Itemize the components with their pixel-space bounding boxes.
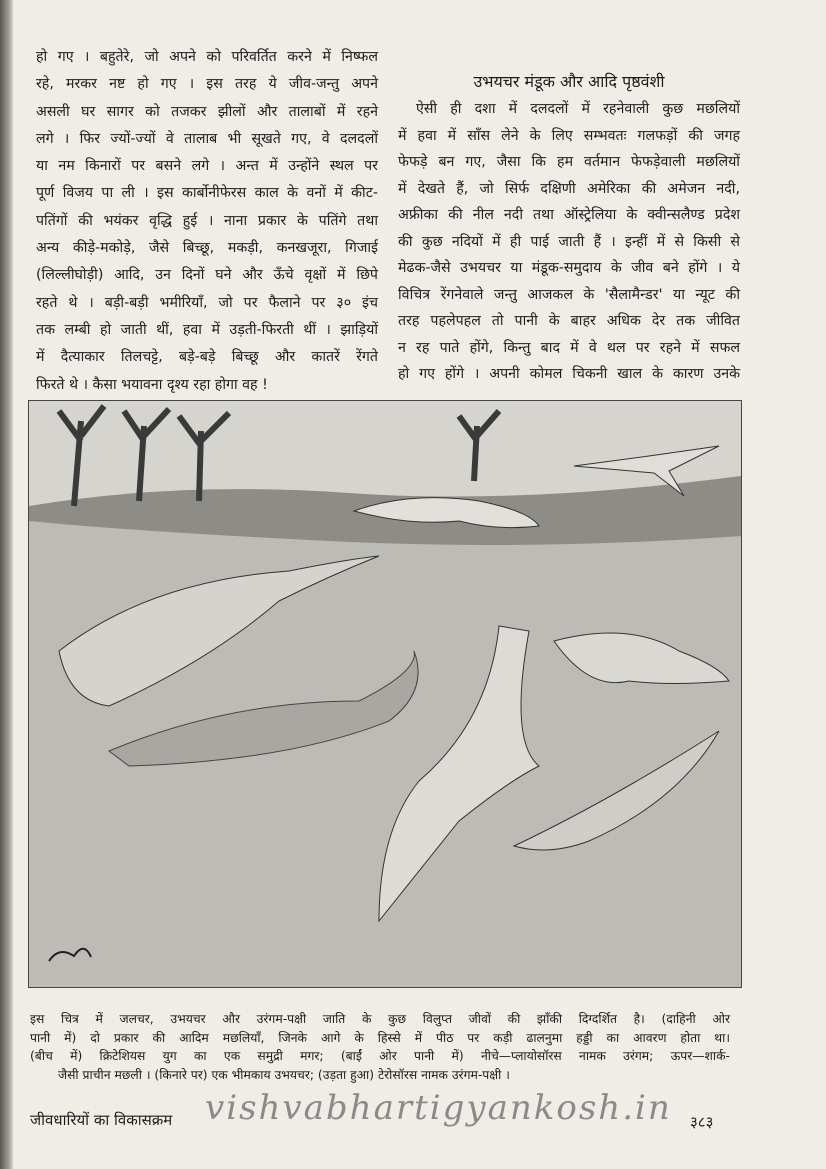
- text-line: अन्य कीड़े-मकोड़े, जैसे बिच्छू, मकड़ी, कनखजूरा, गिजाई: [36, 240, 378, 257]
- prehistoric-creatures-illustration: [28, 400, 742, 988]
- left-text-column: [36, 44, 378, 399]
- text-line: मेढक-जैसे उभयचर या मंडूक-समुदाय के जीव बने होंगे । ये: [398, 260, 740, 276]
- text-line: में दैत्याकार तिलचट्टे, बड़े-बड़े बिच्छू और कातरें रेंगते: [36, 349, 378, 366]
- text-line: विचित्र रेंगनेवाले जन्तु आजकल के 'सैलामैन्डर' या न्यूट की: [398, 286, 740, 303]
- text-line: फिरते थे । कैसा भयावना दृश्य रहा होगा वह !: [36, 376, 268, 393]
- text-line: (लिल्लीघोड़ी) आदि, उन दिनों घने और ऊँचे वृक्षों में छिपे: [36, 267, 378, 284]
- text-line: पतिंगों की भयंकर वृद्धि हुई । नाना प्रकार के पतिंगे तथा: [36, 212, 378, 229]
- right-text-column: [398, 96, 740, 388]
- caption-line: इस चित्र में जलचर, उभयचर और उरंगम-पक्षी जाति के कुछ विलुप्त जीवों की झाँकी दिग्दर्शित है। (दाहिनी ओर: [30, 1012, 730, 1026]
- text-line: लगे । फिर ज्यों-ज्यों वे तालाब भी सूखते गए, वे दलदलों: [36, 130, 378, 147]
- book-binding-edge: [0, 0, 14, 1169]
- text-line: की कुछ नदियों में ही पाई जाती हैं । इन्हीं में से किसी से: [398, 233, 740, 250]
- text-line: असली घर सागर को तजकर झीलों और तालाबों में रहने: [36, 103, 378, 120]
- text-line: में हवा में साँस लेने के लिए सम्भवतः गलफड़ों की जगह: [398, 127, 740, 144]
- section-heading: उभयचर मंडूक और आदि पृष्ठवंशी: [473, 72, 665, 91]
- text-line: न रह पाते होंगे, किन्तु बाद में वे थल पर रहने में सफल: [398, 339, 740, 356]
- text-line: पूर्ण विजय पा ली । इस कार्बोनीफेरस काल के वनों में कीट-: [36, 185, 378, 202]
- text-line: रहते थे । बड़ी-बड़ी भमीरियाँ, जो पर फैलाने पर ३० इंच: [36, 294, 378, 311]
- text-line: या नम किनारों पर बसने लगे । अन्त में उन्होंने स्थल पर: [36, 158, 378, 175]
- text-line: तरह पहलेपहल तो पानी के बाहर अधिक देर तक जीवित: [398, 313, 740, 329]
- text-line: हो गए । बहुतेरे, जो अपने को परिवर्तित करने में निष्फल: [36, 49, 378, 65]
- text-line: अफ्रीका की नील नदी तथा ऑस्ट्रेलिया के क्वीन्सलैण्ड प्रदेश: [398, 207, 740, 223]
- illustration-drawing: [29, 401, 741, 987]
- text-line: तक लम्बी हो जाती थीं, हवा में उड़ती-फिरती थीं । झाड़ियों: [36, 321, 378, 338]
- running-footer-title: जीवधारियों का विकासक्रम: [30, 1111, 173, 1129]
- text-line: ऐसी ही दशा में दलदलों में रहनेवाली कुछ मछलियों: [416, 101, 740, 117]
- text-line: फेफड़े बन गए, जैसा कि हम वर्तमान फेफड़ेवाली मछलियों: [398, 154, 740, 170]
- page-number: ३८३: [690, 1113, 714, 1131]
- text-line: रहे, मरकर नष्ट हो गए । इस तरह ये जीव-जन्तु अपने: [36, 76, 378, 93]
- caption-line: (बीच में) क्रिटेशियस युग का एक समुद्री मगर; (बाईं ओर पानी में) नीचे—प्लायोसॉरस नामक उरंगम; ऊपर—शार्क-: [30, 1049, 730, 1063]
- caption-line: जैसी प्राचीन मछली । (किनारे पर) एक भीमकाय उभयचर; (उड़ता हुआ) टेरोसॉरस नामक उरंगम-पक्षी ।: [58, 1067, 510, 1082]
- text-line: हो गए होंगे । अपनी कोमल चिकनी खाल के कारण उनके: [398, 366, 740, 382]
- figure-caption: [30, 1010, 730, 1084]
- caption-line: पानी में) दो प्रकार की आदिम मछलियाँ, जिनके आगे के हिस्से में पीठ पर कड़ी ढालनुमा हड्डी का आवरण होता था।: [30, 1030, 730, 1045]
- text-line: में देखते हैं, जो सिर्फ दक्षिणी अमेरिका की अमेजन नदी,: [398, 180, 740, 197]
- watermark: vishvabhartigyankosh.in: [205, 1088, 672, 1128]
